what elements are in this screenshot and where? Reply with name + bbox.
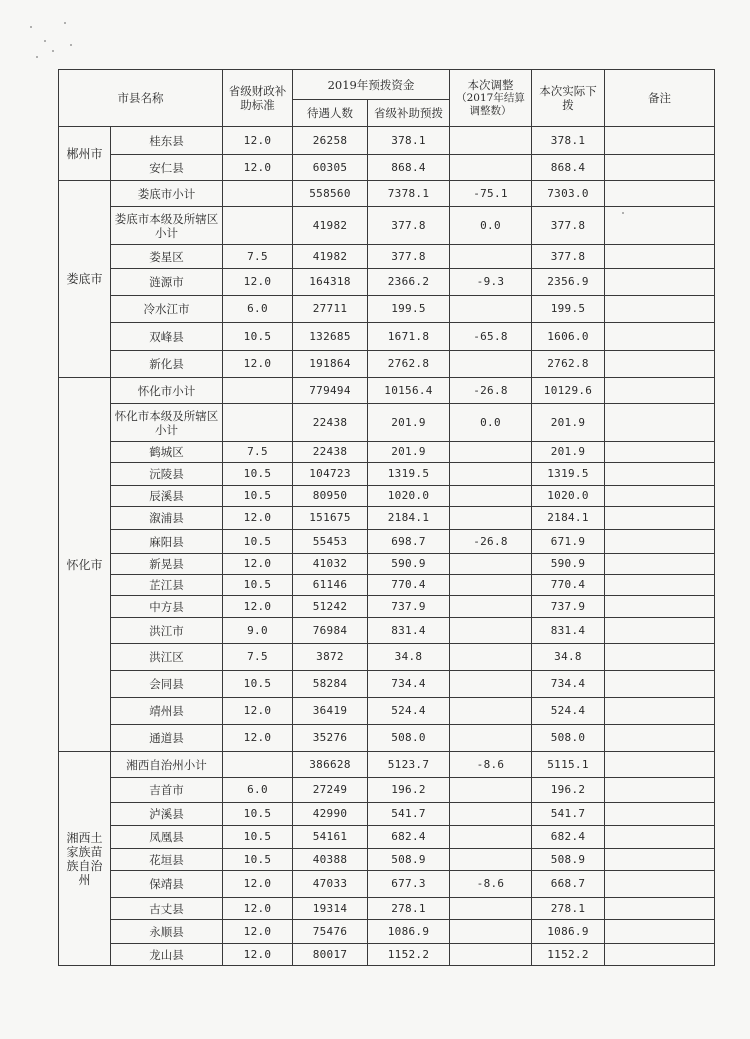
remarks-cell	[605, 323, 715, 351]
people-cell: 61146	[293, 575, 368, 596]
table-row	[59, 323, 715, 351]
table-row	[59, 944, 715, 966]
actual-cell: 5115.1	[532, 752, 605, 778]
adjust-cell	[450, 442, 532, 463]
standard-cell: 10.5	[223, 463, 293, 486]
provincial-cell: 682.4	[368, 826, 450, 849]
county-name-cell: 芷江县	[111, 575, 223, 596]
adjust-cell	[450, 920, 532, 944]
standard-cell: 10.5	[223, 486, 293, 507]
provincial-cell: 7378.1	[368, 181, 450, 207]
actual-cell: 1086.9	[532, 920, 605, 944]
remarks-cell	[605, 530, 715, 554]
remarks-cell	[605, 507, 715, 530]
standard-cell: 10.5	[223, 803, 293, 826]
table-row	[59, 404, 715, 442]
people-cell: 164318	[293, 269, 368, 296]
standard-cell: 12.0	[223, 725, 293, 752]
table-row	[59, 463, 715, 486]
people-cell: 191864	[293, 351, 368, 378]
adjust-cell: -65.8	[450, 323, 532, 351]
people-cell: 41982	[293, 207, 368, 245]
adjust-cell	[450, 127, 532, 155]
group-city-cell: 怀化市	[59, 378, 111, 752]
county-name-cell: 湘西自治州小计	[111, 752, 223, 778]
remarks-cell	[605, 575, 715, 596]
county-name-cell: 靖州县	[111, 698, 223, 725]
provincial-cell: 34.8	[368, 644, 450, 671]
remarks-cell	[605, 803, 715, 826]
adjust-cell	[450, 698, 532, 725]
remarks-cell	[605, 351, 715, 378]
county-name-cell: 花垣县	[111, 849, 223, 871]
county-name-cell: 会同县	[111, 671, 223, 698]
standard-cell: 6.0	[223, 296, 293, 323]
county-name-cell: 安仁县	[111, 155, 223, 181]
standard-cell: 7.5	[223, 245, 293, 269]
actual-cell: 682.4	[532, 826, 605, 849]
adjust-cell	[450, 351, 532, 378]
actual-cell: 7303.0	[532, 181, 605, 207]
remarks-cell	[605, 463, 715, 486]
adjust-cell: 0.0	[450, 207, 532, 245]
remarks-cell	[605, 618, 715, 644]
actual-cell: 508.0	[532, 725, 605, 752]
adjust-cell: -26.8	[450, 530, 532, 554]
standard-cell	[223, 181, 293, 207]
county-name-cell: 泸溪县	[111, 803, 223, 826]
provincial-cell: 201.9	[368, 442, 450, 463]
header-adjust-title: 本次调整	[467, 78, 514, 92]
county-name-cell: 洪江市	[111, 618, 223, 644]
adjust-cell	[450, 803, 532, 826]
provincial-cell: 2762.8	[368, 351, 450, 378]
remarks-cell	[605, 944, 715, 966]
adjust-cell: -26.8	[450, 378, 532, 404]
standard-cell: 7.5	[223, 644, 293, 671]
actual-cell: 508.9	[532, 849, 605, 871]
remarks-cell	[605, 404, 715, 442]
adjust-cell	[450, 554, 532, 575]
table-row	[59, 486, 715, 507]
people-cell: 27249	[293, 778, 368, 803]
people-cell: 151675	[293, 507, 368, 530]
table-row	[59, 803, 715, 826]
header-adjust	[450, 70, 532, 127]
actual-cell: 377.8	[532, 207, 605, 245]
remarks-cell	[605, 752, 715, 778]
county-name-cell: 麻阳县	[111, 530, 223, 554]
county-name-cell: 凤凰县	[111, 826, 223, 849]
standard-cell: 12.0	[223, 898, 293, 920]
remarks-cell	[605, 296, 715, 323]
standard-cell: 12.0	[223, 871, 293, 898]
remarks-cell	[605, 671, 715, 698]
table-row	[59, 554, 715, 575]
standard-cell: 12.0	[223, 698, 293, 725]
county-name-cell: 桂东县	[111, 127, 223, 155]
provincial-cell: 508.9	[368, 849, 450, 871]
table-row	[59, 752, 715, 778]
adjust-cell	[450, 245, 532, 269]
standard-cell	[223, 404, 293, 442]
adjust-cell	[450, 575, 532, 596]
table-row	[59, 378, 715, 404]
table-row	[59, 507, 715, 530]
standard-cell	[223, 207, 293, 245]
remarks-cell	[605, 442, 715, 463]
provincial-cell: 378.1	[368, 127, 450, 155]
people-cell: 80017	[293, 944, 368, 966]
standard-cell	[223, 378, 293, 404]
standard-cell: 12.0	[223, 269, 293, 296]
standard-cell: 6.0	[223, 778, 293, 803]
people-cell: 41982	[293, 245, 368, 269]
people-cell: 54161	[293, 826, 368, 849]
people-cell: 58284	[293, 671, 368, 698]
provincial-cell: 2184.1	[368, 507, 450, 530]
table-row	[59, 155, 715, 181]
actual-cell: 2356.9	[532, 269, 605, 296]
adjust-cell: -8.6	[450, 871, 532, 898]
actual-cell: 770.4	[532, 575, 605, 596]
provincial-cell: 868.4	[368, 155, 450, 181]
provincial-cell: 541.7	[368, 803, 450, 826]
actual-cell: 524.4	[532, 698, 605, 725]
county-name-cell: 古丈县	[111, 898, 223, 920]
group-city-cell: 娄底市	[59, 181, 111, 378]
standard-cell: 12.0	[223, 127, 293, 155]
county-name-cell: 娄星区	[111, 245, 223, 269]
adjust-cell	[450, 507, 532, 530]
standard-cell: 12.0	[223, 507, 293, 530]
county-name-cell: 永顺县	[111, 920, 223, 944]
standard-cell: 9.0	[223, 618, 293, 644]
table-row	[59, 269, 715, 296]
provincial-cell: 831.4	[368, 618, 450, 644]
adjust-cell	[450, 944, 532, 966]
provincial-cell: 1671.8	[368, 323, 450, 351]
table-row	[59, 181, 715, 207]
provincial-cell: 2366.2	[368, 269, 450, 296]
adjust-cell	[450, 849, 532, 871]
header-row-1	[59, 70, 715, 100]
standard-cell: 7.5	[223, 442, 293, 463]
provincial-cell: 677.3	[368, 871, 450, 898]
remarks-cell	[605, 871, 715, 898]
county-name-cell: 新化县	[111, 351, 223, 378]
table-row	[59, 849, 715, 871]
actual-cell: 1606.0	[532, 323, 605, 351]
adjust-cell	[450, 463, 532, 486]
remarks-cell	[605, 554, 715, 575]
actual-cell: 1020.0	[532, 486, 605, 507]
county-name-cell: 冷水江市	[111, 296, 223, 323]
adjust-cell	[450, 671, 532, 698]
county-name-cell: 中方县	[111, 596, 223, 618]
provincial-cell: 508.0	[368, 725, 450, 752]
adjust-cell	[450, 155, 532, 181]
standard-cell: 10.5	[223, 323, 293, 351]
remarks-cell	[605, 849, 715, 871]
county-name-cell: 通道县	[111, 725, 223, 752]
adjust-cell	[450, 644, 532, 671]
people-cell: 41032	[293, 554, 368, 575]
table-row	[59, 442, 715, 463]
remarks-cell	[605, 920, 715, 944]
table-row	[59, 698, 715, 725]
people-cell: 75476	[293, 920, 368, 944]
header-county: 市县名称	[59, 70, 223, 127]
table-row	[59, 351, 715, 378]
remarks-cell	[605, 207, 715, 245]
provincial-cell: 10156.4	[368, 378, 450, 404]
remarks-cell	[605, 127, 715, 155]
actual-cell: 734.4	[532, 671, 605, 698]
table-row	[59, 530, 715, 554]
actual-cell: 378.1	[532, 127, 605, 155]
actual-cell: 831.4	[532, 618, 605, 644]
people-cell: 19314	[293, 898, 368, 920]
standard-cell	[223, 752, 293, 778]
people-cell: 22438	[293, 442, 368, 463]
remarks-cell	[605, 378, 715, 404]
adjust-cell	[450, 778, 532, 803]
county-name-cell: 新晃县	[111, 554, 223, 575]
table-row	[59, 671, 715, 698]
standard-cell: 10.5	[223, 671, 293, 698]
people-cell: 36419	[293, 698, 368, 725]
actual-cell: 737.9	[532, 596, 605, 618]
group-city-cell: 湘西土家族苗族自治州	[59, 752, 111, 966]
standard-cell: 12.0	[223, 155, 293, 181]
standard-cell: 10.5	[223, 826, 293, 849]
table-row	[59, 207, 715, 245]
header-fund-group: 2019年预拨资金	[293, 70, 450, 100]
actual-cell: 1319.5	[532, 463, 605, 486]
provincial-cell: 377.8	[368, 207, 450, 245]
remarks-cell	[605, 698, 715, 725]
subsidy-table	[58, 69, 715, 966]
actual-cell: 2184.1	[532, 507, 605, 530]
header-actual: 本次实际下拨	[532, 70, 605, 127]
adjust-cell	[450, 725, 532, 752]
county-name-cell: 溆浦县	[111, 507, 223, 530]
remarks-cell	[605, 269, 715, 296]
actual-cell: 2762.8	[532, 351, 605, 378]
provincial-cell: 1086.9	[368, 920, 450, 944]
remarks-cell	[605, 898, 715, 920]
people-cell: 386628	[293, 752, 368, 778]
table-row	[59, 596, 715, 618]
provincial-cell: 201.9	[368, 404, 450, 442]
actual-cell: 541.7	[532, 803, 605, 826]
county-name-cell: 娄底市小计	[111, 181, 223, 207]
table-row	[59, 644, 715, 671]
remarks-cell	[605, 725, 715, 752]
adjust-cell	[450, 596, 532, 618]
table-row	[59, 618, 715, 644]
people-cell: 26258	[293, 127, 368, 155]
standard-cell: 12.0	[223, 351, 293, 378]
group-city-cell: 郴州市	[59, 127, 111, 181]
county-name-cell: 怀化市小计	[111, 378, 223, 404]
provincial-cell: 5123.7	[368, 752, 450, 778]
people-cell: 22438	[293, 404, 368, 442]
adjust-cell	[450, 618, 532, 644]
county-name-cell: 辰溪县	[111, 486, 223, 507]
provincial-cell: 377.8	[368, 245, 450, 269]
adjust-cell: 0.0	[450, 404, 532, 442]
adjust-cell: -9.3	[450, 269, 532, 296]
table-row	[59, 898, 715, 920]
header-remarks: 备注	[605, 70, 715, 127]
provincial-cell: 734.4	[368, 671, 450, 698]
table-row	[59, 725, 715, 752]
table-row	[59, 871, 715, 898]
provincial-cell: 1152.2	[368, 944, 450, 966]
actual-cell: 377.8	[532, 245, 605, 269]
actual-cell: 590.9	[532, 554, 605, 575]
standard-cell: 10.5	[223, 530, 293, 554]
remarks-cell	[605, 155, 715, 181]
remarks-cell	[605, 826, 715, 849]
county-name-cell: 吉首市	[111, 778, 223, 803]
people-cell: 40388	[293, 849, 368, 871]
people-cell: 558560	[293, 181, 368, 207]
table-row	[59, 920, 715, 944]
people-cell: 76984	[293, 618, 368, 644]
actual-cell: 34.8	[532, 644, 605, 671]
county-name-cell: 鹤城区	[111, 442, 223, 463]
standard-cell: 10.5	[223, 575, 293, 596]
provincial-cell: 196.2	[368, 778, 450, 803]
adjust-cell	[450, 826, 532, 849]
provincial-cell: 1020.0	[368, 486, 450, 507]
people-cell: 27711	[293, 296, 368, 323]
people-cell: 47033	[293, 871, 368, 898]
county-name-cell: 保靖县	[111, 871, 223, 898]
adjust-cell	[450, 898, 532, 920]
actual-cell: 10129.6	[532, 378, 605, 404]
county-name-cell: 涟源市	[111, 269, 223, 296]
table-row	[59, 575, 715, 596]
actual-cell: 868.4	[532, 155, 605, 181]
people-cell: 3872	[293, 644, 368, 671]
table-row	[59, 778, 715, 803]
header-adjust-note: （2017年结算调整数）	[456, 92, 525, 117]
county-name-cell: 沅陵县	[111, 463, 223, 486]
header-people: 待遇人数	[293, 100, 368, 127]
table-row	[59, 826, 715, 849]
county-name-cell: 洪江区	[111, 644, 223, 671]
provincial-cell: 524.4	[368, 698, 450, 725]
county-name-cell: 双峰县	[111, 323, 223, 351]
table-row	[59, 296, 715, 323]
standard-cell: 12.0	[223, 554, 293, 575]
header-provincial: 省级补助预拨	[368, 100, 450, 127]
actual-cell: 671.9	[532, 530, 605, 554]
remarks-cell	[605, 181, 715, 207]
actual-cell: 201.9	[532, 442, 605, 463]
provincial-cell: 737.9	[368, 596, 450, 618]
people-cell: 42990	[293, 803, 368, 826]
people-cell: 104723	[293, 463, 368, 486]
standard-cell: 12.0	[223, 920, 293, 944]
table-row	[59, 245, 715, 269]
adjust-cell	[450, 486, 532, 507]
provincial-cell: 698.7	[368, 530, 450, 554]
people-cell: 60305	[293, 155, 368, 181]
adjust-cell	[450, 296, 532, 323]
adjust-cell: -75.1	[450, 181, 532, 207]
header-standard: 省级财政补助标准	[223, 70, 293, 127]
actual-cell: 199.5	[532, 296, 605, 323]
provincial-cell: 1319.5	[368, 463, 450, 486]
provincial-cell: 278.1	[368, 898, 450, 920]
remarks-cell	[605, 596, 715, 618]
county-name-cell: 龙山县	[111, 944, 223, 966]
provincial-cell: 770.4	[368, 575, 450, 596]
actual-cell: 278.1	[532, 898, 605, 920]
people-cell: 51242	[293, 596, 368, 618]
county-name-cell: 娄底市本级及所辖区小计	[111, 207, 223, 245]
people-cell: 55453	[293, 530, 368, 554]
actual-cell: 668.7	[532, 871, 605, 898]
county-name-cell: 怀化市本级及所辖区小计	[111, 404, 223, 442]
actual-cell: 196.2	[532, 778, 605, 803]
people-cell: 35276	[293, 725, 368, 752]
remarks-cell	[605, 486, 715, 507]
provincial-cell: 590.9	[368, 554, 450, 575]
people-cell: 132685	[293, 323, 368, 351]
adjust-cell: -8.6	[450, 752, 532, 778]
people-cell: 80950	[293, 486, 368, 507]
people-cell: 779494	[293, 378, 368, 404]
table-row	[59, 127, 715, 155]
actual-cell: 1152.2	[532, 944, 605, 966]
remarks-cell	[605, 644, 715, 671]
standard-cell: 12.0	[223, 944, 293, 966]
provincial-cell: 199.5	[368, 296, 450, 323]
remarks-cell	[605, 245, 715, 269]
actual-cell: 201.9	[532, 404, 605, 442]
standard-cell: 12.0	[223, 596, 293, 618]
remarks-cell	[605, 778, 715, 803]
standard-cell: 10.5	[223, 849, 293, 871]
